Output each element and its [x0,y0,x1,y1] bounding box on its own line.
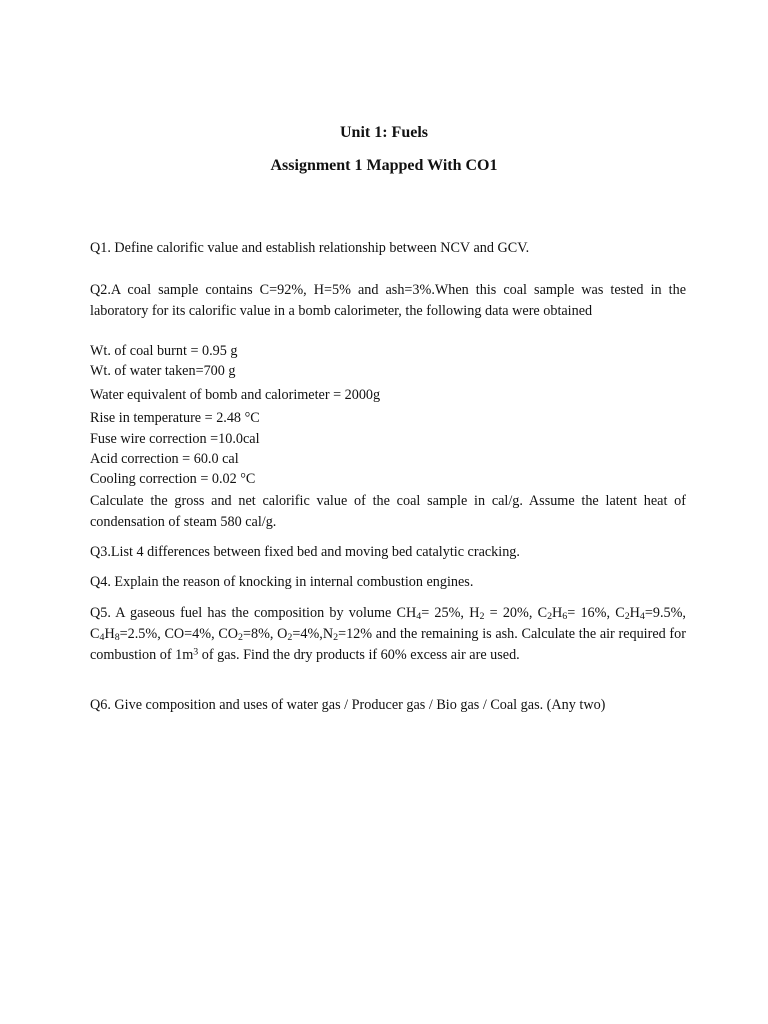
question-1: Q1. Define calorific value and establish relationship between NCV and GCV. [90,240,530,256]
data-line-coal-weight: Wt. of coal burnt = 0.95 g [90,343,238,359]
h2-value: = 20%, [484,605,538,621]
data-line-cooling-correction: Cooling correction = 0.02 °C [90,471,256,488]
formula-c2h4 [615,605,645,621]
formula-co2-element: CO [218,626,239,642]
formula-ch4 [397,605,422,621]
formula-n2 [323,626,338,642]
question-2-intro: Q2.A coal sample contains C=92%, H=5% and ash=3%.When this coal sample was tested in the laboratory for its calorific value in a bomb calorimeter, the following data were obtained [90,282,686,319]
assignment-title: Assignment 1 Mapped With CO1 [270,157,498,174]
data-line-temperature-rise: Rise in temperature = 2.48 °C [90,410,260,427]
formula-c4h8-hydrogen-subscript: 8 [114,631,120,643]
formula-ch4-subscript: 4 [416,610,422,622]
formula-c4h8-carbon-subscript: 4 [99,631,105,643]
formula-c2h6-carbon: C [537,605,548,621]
formula-c2h4-carbon: C [615,605,625,621]
c2h6-value: = 16%, [567,605,616,621]
question-2-task: Calculate the gross and net calorific value of the coal sample in cal/g. Assume the latent heat of condensation of steam 580 cal/g. [90,493,686,530]
formula-co2-subscript: 2 [238,631,244,643]
formula-n2-subscript: 2 [333,631,339,643]
cubic-meter-superscript: 3 [193,646,199,658]
formula-ch4-element: CH [396,605,417,621]
formula-c2h6-hydrogen: H [552,605,563,621]
formula-o2-subscript: 2 [287,631,293,643]
formula-h2-element: H [469,605,480,621]
formula-c2h4-hydrogen: H [629,605,640,621]
n2-value-and-task: =12% and the remaining is ash. Calculate the air required for combustion of 1m [90,626,686,663]
formula-c2h6-carbon-subscript: 2 [547,610,553,622]
formula-o2 [277,626,292,642]
formula-c4h8-carbon: C [90,626,100,642]
formula-c2h6-hydrogen-subscript: 6 [562,610,568,622]
data-line-acid-correction: Acid correction = 60.0 cal [90,450,239,467]
q5-prefix: Q5. A gaseous fuel has the composition by volume [90,605,397,621]
formula-c2h4-carbon-subscript: 2 [624,610,630,622]
formula-o2-element: O [277,626,288,642]
data-line-water-equivalent: Water equivalent of bomb and calorimeter = 2000g [90,386,381,403]
formula-co2 [218,626,243,642]
formula-c2h6 [538,605,568,621]
ch4-value: = 25%, [421,605,470,621]
c4h8-co-value: =2.5%, CO=4%, [119,626,219,642]
unit-title: Unit 1: Fuels [340,124,428,141]
formula-c4h8-hydrogen: H [104,626,115,642]
formula-h2-subscript: 2 [479,610,485,622]
formula-c2h4-hydrogen-subscript: 4 [639,610,645,622]
co2-value: =8%, [243,626,278,642]
data-line-water-weight: Wt. of water taken=700 g [90,363,236,380]
question-4: Q4. Explain the reason of knocking in internal combustion engines. [90,574,474,590]
question-6: Q6. Give composition and uses of water gas / Producer gas / Bio gas / Coal gas. (Any two) [90,697,606,713]
c2h4-value: =9.5%, [644,605,686,621]
o2-value: =4%, [292,626,323,642]
data-line-fuse-wire-correction: Fuse wire correction =10.0cal [90,430,260,447]
question-5 [90,603,686,666]
formula-c4h8 [90,626,120,642]
q5-suffix: of gas. Find the dry products if 60% excess air are used. [198,647,520,663]
formula-n2-element: N [322,626,334,642]
formula-h2 [469,605,484,621]
question-2-data-list [90,341,686,490]
question-3: Q3.List 4 differences between fixed bed and moving bed catalytic cracking. [90,544,520,560]
